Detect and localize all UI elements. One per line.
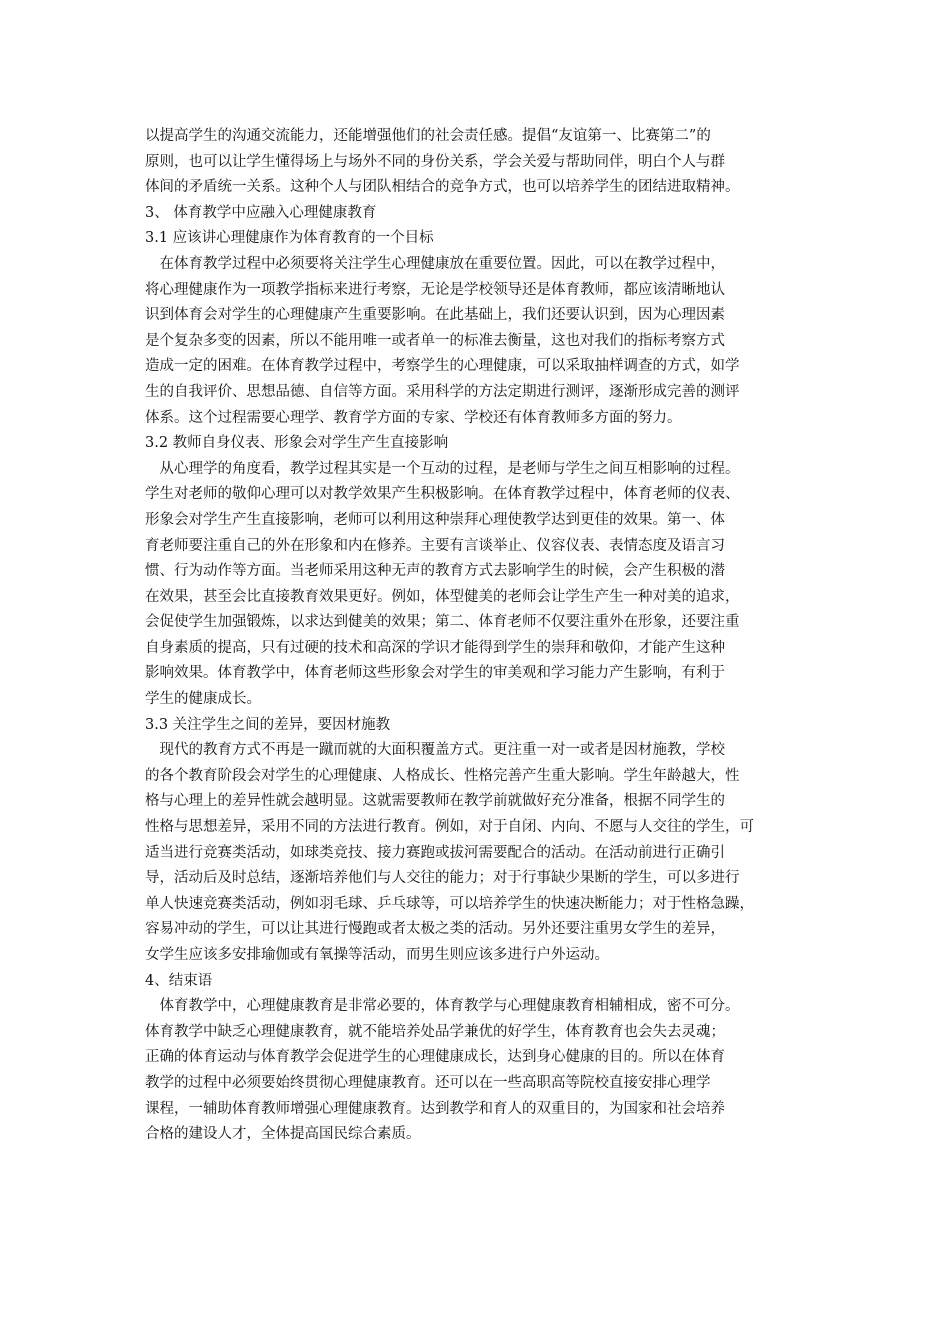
text-line: 影响效果。体育教学中，体育老师这些形象会对学生的审美观和学习能力产生影响，有利于 (145, 665, 725, 682)
text-line: 女学生应该多安排瑜伽或有氧操等活动，而男生则应该多进行户外运动。 (145, 947, 609, 963)
subsection-heading: 3.2 教师自身仪表、形象会对学生产生直接影响 (145, 435, 449, 452)
text-line: 课程，一辅助体育教师增强心理健康教育。达到教学和育人的双重目的，为国家和社会培养 (145, 1100, 725, 1117)
text-line: 格与心理上的差异性就会越明显。这就需要教师在教学前就做好充分准备，根据不同学生的 (145, 793, 725, 810)
text-line: 将心理健康作为一项教学指标来进行考察，无论是学校领导还是体育教师，都应该清晰地认 (145, 281, 725, 298)
text-line: 教学的过程中必须要始终贯彻心理健康教育。还可以在一些高职高等院校直接安排心理学 (145, 1074, 711, 1091)
text-line: 生的自我评价、思想品德、自信等方面。采用科学的方法定期进行测评，逐渐形成完善的测评 (145, 383, 740, 400)
text-line: 体育教学中，心理健康教育是非常必要的，体育教学与心理健康教育相辅相成，密不可分。 (159, 998, 740, 1015)
section-heading: 3、 体育教学中应融入心理健康教育 (145, 204, 377, 221)
text-line: 体间的矛盾统一关系。这种个人与团队相结合的竞争方式，也可以培养学生的团结进取精神。 (145, 179, 740, 196)
text-line: 造成一定的困难。在体育教学过程中，考察学生的心理健康，可以采取抽样调查的方式，如学 (145, 358, 740, 375)
text-line: 合格的建设人才，全体提高国民综合素质。 (145, 1126, 421, 1143)
document-body (145, 124, 821, 1148)
text-line: 导，活动后及时总结，逐渐培养他们与人交往的能力；对于行事缺少果断的学生，可以多进行 (145, 870, 740, 887)
text-line: 在体育教学过程中必须要将关注学生心理健康放在重要位置。因此，可以在教学过程中， (159, 255, 725, 272)
subsection-heading: 3.1 应该讲心理健康作为体育教育的一个目标 (145, 230, 434, 247)
text-line: 从心理学的角度看，教学过程其实是一个互动的过程，是老师与学生之间互相影响的过程。 (159, 460, 740, 477)
section-heading: 4、结束语 (145, 972, 213, 989)
text-line: 自身素质的提高，只有过硬的技术和高深的学识才能得到学生的崇拜和敬仰，才能产生这种 (145, 639, 725, 656)
text-line: 体系。这个过程需要心理学、教育学方面的专家、学校还有体育教师多方面的努力。 (145, 409, 682, 426)
text-line: 正确的体育运动与体育教学会促进学生的心理健康成长，达到身心健康的目的。所以在体育 (145, 1049, 725, 1066)
text-line: 形象会对学生产生直接影响，老师可以利用这种崇拜心理使教学达到更佳的效果。第一、体 (145, 511, 725, 528)
text-line: 性格与思想差异，采用不同的方法进行教育。例如，对于自闭、内向、不愿与人交往的学生，可 (145, 819, 754, 836)
text-line: 识到体育会对学生的心理健康产生重要影响。在此基础上，我们还要认识到，因为心理因素 (145, 307, 725, 324)
subsection-heading: 3.3 关注学生之间的差异，要因材施教 (145, 716, 391, 733)
text-line: 在效果，甚至会比直接教育效果更好。例如，体型健美的老师会让学生产生一种对美的追求， (145, 588, 740, 605)
text-line: 育老师要注重自己的外在形象和内在修养。主要有言谈举止、仪容仪表、表情态度及语言习 (145, 537, 725, 554)
text-line: 学生对老师的敬仰心理可以对教学效果产生积极影响。在体育教学过程中，体育老师的仪表、 (145, 486, 740, 503)
text-line: 是个复杂多变的因素，所以不能用唯一或者单一的标准去衡量，这也对我们的指标考察方式 (145, 332, 725, 349)
text-line: 适当进行竞赛类活动，如球类竞技、接力赛跑或拔河需要配合的活动。在活动前进行正确引 (145, 844, 725, 861)
text-line: 原则，也可以让学生懂得场上与场外不同的身份关系，学会关爱与帮助同伴，明白个人与群 (145, 153, 725, 170)
text-line: 学生的健康成长。 (145, 691, 261, 708)
text-line: 现代的教育方式不再是一蹴而就的大面积覆盖方式。更注重一对一或者是因材施教，学校 (159, 742, 725, 759)
text-line: 体育教学中缺乏心理健康教育，就不能培养处品学兼优的好学生，体育教育也会失去灵魂； (145, 1023, 725, 1040)
text-line: 以提高学生的沟通交流能力，还能增强他们的社会责任感。提倡“友谊第一、比赛第二”的 (145, 128, 711, 144)
text-line: 单人快速竞赛类活动，例如羽毛球、乒乓球等，可以培养学生的快速决断能力；对于性格急躁， (145, 895, 754, 912)
text-line: 会促使学生加强锻炼，以求达到健美的效果；第二、体育老师不仅要注重外在形象，还要注重 (145, 614, 740, 631)
text-line: 惯、行为动作等方面。当老师采用这种无声的教育方式去影响学生的时候，会产生积极的潜 (145, 563, 725, 580)
text-line: 容易冲动的学生，可以让其进行慢跑或者太极之类的活动。另外还要注重男女学生的差异， (145, 921, 725, 938)
text-line: 的各个教育阶段会对学生的心理健康、人格成长、性格完善产生重大影响。学生年龄越大，性 (145, 767, 740, 784)
